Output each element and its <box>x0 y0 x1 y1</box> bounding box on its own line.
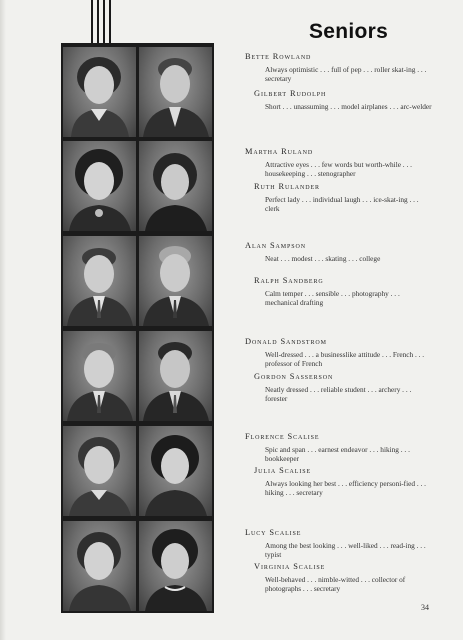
senior-portrait <box>63 47 136 137</box>
senior-name: Lucy Scalise <box>245 528 302 537</box>
page-title: Seniors <box>309 20 389 43</box>
senior-name: Florence Scalise <box>245 432 320 441</box>
senior-description: Spic and span . . . earnest endeavor . . . hiking . . . bookkeeper <box>265 445 410 463</box>
senior-name: Ralph Sandberg <box>254 276 324 285</box>
senior-portrait <box>139 426 212 516</box>
senior-description: Neat . . . modest . . . skating . . . college <box>265 254 381 263</box>
senior-portrait <box>139 236 212 326</box>
senior-name: Ruth Rulander <box>254 182 320 191</box>
senior-description: Calm temper . . . sensible . . . photography . . . mechanical drafting <box>265 289 400 307</box>
page-edge-shadow <box>0 0 6 640</box>
senior-description: Always optimistic . . . full of pep . . . roller skat-ing . . . secretary <box>265 65 427 83</box>
senior-name: Gordon Sasserson <box>254 372 334 381</box>
senior-portrait <box>139 331 212 421</box>
senior-description: Short . . . unassuming . . . model airplanes . . . arc-welder <box>265 102 432 111</box>
senior-description: Neatly dressed . . . reliable student . . . archery . . . forester <box>265 385 412 403</box>
senior-name: Alan Sampson <box>245 241 306 250</box>
senior-portrait <box>139 141 212 231</box>
senior-portrait <box>139 521 212 611</box>
senior-description: Well-behaved . . . nimble-witted . . . collector of photographs . . . secretary <box>265 575 406 593</box>
senior-description: Well-dressed . . . a businesslike attitude . . . French . . . professor of French <box>265 350 425 368</box>
senior-description: Perfect lady . . . individual laugh . . . ice-skat-ing . . . clerk <box>265 195 419 213</box>
senior-name: Donald Sandstrom <box>245 337 327 346</box>
senior-portrait <box>139 47 212 137</box>
portrait-column <box>61 43 214 613</box>
senior-portrait <box>63 236 136 326</box>
senior-portrait <box>63 426 136 516</box>
senior-name: Martha Ruland <box>245 147 314 156</box>
senior-description: Always looking her best . . . efficiency personi-fied . . . hiking . . . secretary <box>265 479 426 497</box>
senior-description: Attractive eyes . . . few words but worth-while . . . housekeeping . . . stenographer <box>265 160 412 178</box>
senior-name: Virginia Scalise <box>254 562 326 571</box>
senior-portrait <box>63 521 136 611</box>
senior-description: Among the best looking . . . well-liked . . . read-ing . . . typist <box>265 541 426 559</box>
senior-name: Julia Scalise <box>254 466 312 475</box>
page-number: 34 <box>421 603 429 612</box>
senior-portrait <box>63 331 136 421</box>
senior-name: Gilbert Rudolph <box>254 89 327 98</box>
senior-portrait <box>63 141 136 231</box>
senior-name: Bette Rowland <box>245 52 312 61</box>
